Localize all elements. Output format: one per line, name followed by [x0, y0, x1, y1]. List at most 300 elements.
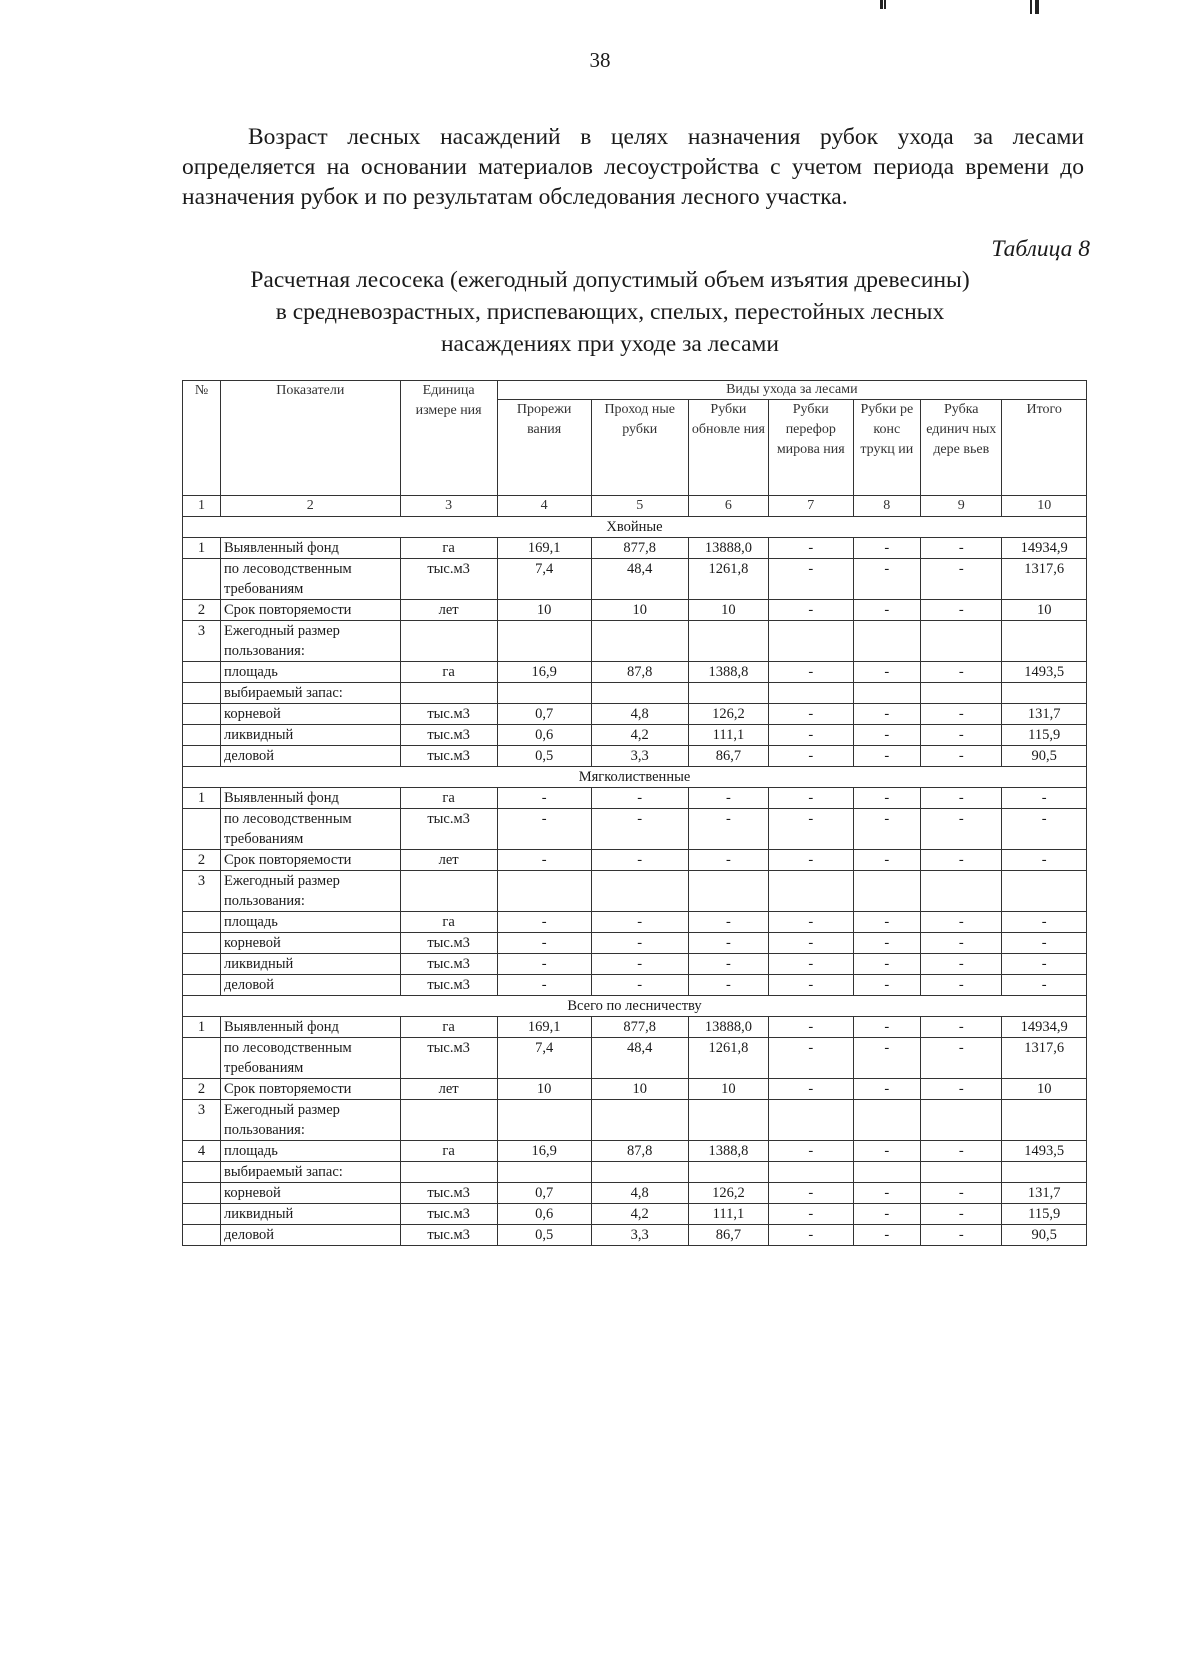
section-title: Мягколиственные — [183, 767, 1087, 788]
header-group: Виды ухода за лесами — [497, 381, 1086, 400]
table-row — [183, 683, 1087, 704]
row-value: 13888,0 — [688, 538, 768, 559]
row-value: - — [769, 1204, 853, 1225]
row-value: 126,2 — [688, 1183, 768, 1204]
row-unit — [400, 683, 497, 704]
row-value: 0,7 — [497, 704, 591, 725]
row-value: - — [921, 559, 1002, 600]
row-value: 1317,6 — [1002, 1038, 1087, 1079]
row-unit: лет — [400, 600, 497, 621]
row-value: 10 — [591, 600, 688, 621]
row-unit: га — [400, 538, 497, 559]
row-value: 10 — [591, 1079, 688, 1100]
row-number — [183, 559, 221, 600]
column-numbers-row — [183, 496, 1087, 517]
row-value — [497, 1162, 591, 1183]
row-value: - — [921, 600, 1002, 621]
row-value: 14934,9 — [1002, 1017, 1087, 1038]
row-indicator: площадь — [221, 1141, 401, 1162]
row-value: - — [921, 850, 1002, 871]
row-indicator: площадь — [221, 912, 401, 933]
row-indicator: Срок повторяемости — [221, 1079, 401, 1100]
row-value — [688, 871, 768, 912]
row-value — [921, 1100, 1002, 1141]
row-indicator: Срок повторяемости — [221, 850, 401, 871]
header-indicator: Показатели — [221, 381, 401, 496]
col-number: 5 — [591, 496, 688, 517]
row-value: - — [921, 662, 1002, 683]
row-value: 0,6 — [497, 1204, 591, 1225]
row-number: 4 — [183, 1141, 221, 1162]
row-unit: тыс.м3 — [400, 725, 497, 746]
row-value — [853, 621, 921, 662]
row-indicator: выбираемый запас: — [221, 683, 401, 704]
row-value — [688, 683, 768, 704]
row-value — [921, 621, 1002, 662]
row-indicator: Ежегодный размер пользования: — [221, 1100, 401, 1141]
row-number — [183, 954, 221, 975]
row-value: - — [497, 954, 591, 975]
row-value: 48,4 — [591, 1038, 688, 1079]
row-number: 3 — [183, 871, 221, 912]
row-indicator: деловой — [221, 975, 401, 996]
row-unit: га — [400, 662, 497, 683]
col-number: 9 — [921, 496, 1002, 517]
row-value: 131,7 — [1002, 1183, 1087, 1204]
row-value: 16,9 — [497, 1141, 591, 1162]
intro-paragraph: Возраст лесных насаждений в целях назначения рубок ухода за лесами определяется на основании материалов лесоустройства с учетом периода времени до назначения рубок и по результатам обследования лесного участка. — [182, 124, 1084, 210]
row-unit: тыс.м3 — [400, 1204, 497, 1225]
row-value: 111,1 — [688, 725, 768, 746]
row-value: - — [688, 954, 768, 975]
row-value: 13888,0 — [688, 1017, 768, 1038]
row-value: 16,9 — [497, 662, 591, 683]
row-unit — [400, 1100, 497, 1141]
row-indicator: деловой — [221, 1225, 401, 1246]
row-value: - — [769, 1017, 853, 1038]
row-indicator: ликвидный — [221, 954, 401, 975]
row-indicator: Ежегодный размер пользования: — [221, 871, 401, 912]
table-row — [183, 912, 1087, 933]
row-value — [591, 871, 688, 912]
row-value: - — [853, 725, 921, 746]
row-value: - — [769, 1183, 853, 1204]
row-value — [591, 1100, 688, 1141]
row-unit: тыс.м3 — [400, 704, 497, 725]
row-value: - — [769, 600, 853, 621]
row-indicator: Выявленный фонд — [221, 1017, 401, 1038]
row-value: - — [853, 933, 921, 954]
row-unit: тыс.м3 — [400, 1183, 497, 1204]
col-number: 2 — [221, 496, 401, 517]
row-value: - — [688, 975, 768, 996]
row-value: - — [591, 954, 688, 975]
table-row — [183, 1141, 1087, 1162]
row-value: - — [591, 809, 688, 850]
row-unit: га — [400, 788, 497, 809]
section-title: Хвойные — [183, 517, 1087, 538]
header-num: № — [183, 381, 221, 496]
row-value — [1002, 1162, 1087, 1183]
row-value: 1388,8 — [688, 662, 768, 683]
row-number — [183, 975, 221, 996]
row-value: - — [497, 933, 591, 954]
row-value: 111,1 — [688, 1204, 768, 1225]
header-col: Прорежи вания — [497, 400, 591, 496]
row-value — [1002, 621, 1087, 662]
row-value: - — [921, 1141, 1002, 1162]
row-value: 4,2 — [591, 1204, 688, 1225]
row-value: 7,4 — [497, 1038, 591, 1079]
row-number: 2 — [183, 850, 221, 871]
row-value: 10 — [497, 1079, 591, 1100]
section-title: Всего по лесничеству — [183, 996, 1087, 1017]
table-row — [183, 538, 1087, 559]
row-value — [591, 621, 688, 662]
table-row — [183, 850, 1087, 871]
row-value — [769, 683, 853, 704]
row-value — [591, 683, 688, 704]
row-value — [688, 621, 768, 662]
row-value: - — [921, 538, 1002, 559]
col-number: 10 — [1002, 496, 1087, 517]
row-unit: га — [400, 1141, 497, 1162]
row-indicator: по лесоводственным требованиям — [221, 1038, 401, 1079]
row-value: 115,9 — [1002, 725, 1087, 746]
row-value: - — [853, 1183, 921, 1204]
row-number — [183, 746, 221, 767]
row-value — [921, 683, 1002, 704]
page-number: 38 — [589, 48, 611, 72]
row-value: - — [853, 662, 921, 683]
row-value — [853, 1100, 921, 1141]
row-value: - — [921, 975, 1002, 996]
table-row — [183, 1225, 1087, 1246]
col-number: 6 — [688, 496, 768, 517]
row-value: - — [853, 704, 921, 725]
row-value: - — [853, 809, 921, 850]
table-row — [183, 725, 1087, 746]
row-value — [769, 1162, 853, 1183]
row-unit: лет — [400, 850, 497, 871]
row-value: - — [921, 1079, 1002, 1100]
row-value — [688, 1162, 768, 1183]
row-number — [183, 725, 221, 746]
row-value: - — [591, 912, 688, 933]
header-col: Рубка единич ных дере вьев — [921, 400, 1002, 496]
row-value: 877,8 — [591, 538, 688, 559]
row-value: 169,1 — [497, 1017, 591, 1038]
row-number — [183, 662, 221, 683]
row-number: 3 — [183, 1100, 221, 1141]
row-value: 1493,5 — [1002, 662, 1087, 683]
row-value: 4,8 — [591, 1183, 688, 1204]
row-value — [1002, 683, 1087, 704]
row-value: - — [1002, 850, 1087, 871]
scan-marks — [880, 0, 1080, 18]
table-row — [183, 1100, 1087, 1141]
row-indicator: Срок повторяемости — [221, 600, 401, 621]
row-value: - — [591, 788, 688, 809]
row-value: 48,4 — [591, 559, 688, 600]
row-value: 7,4 — [497, 559, 591, 600]
row-unit: тыс.м3 — [400, 954, 497, 975]
row-value — [921, 871, 1002, 912]
row-value: - — [853, 912, 921, 933]
row-value: - — [1002, 788, 1087, 809]
row-indicator: Выявленный фонд — [221, 538, 401, 559]
row-value: - — [769, 662, 853, 683]
row-value: - — [921, 1183, 1002, 1204]
row-value — [1002, 1100, 1087, 1141]
row-indicator: корневой — [221, 933, 401, 954]
row-value: - — [769, 538, 853, 559]
row-indicator: выбираемый запас: — [221, 1162, 401, 1183]
row-value: - — [921, 704, 1002, 725]
table-label: Таблица 8 — [991, 236, 1090, 262]
row-value — [688, 1100, 768, 1141]
row-value: 0,7 — [497, 1183, 591, 1204]
row-value: - — [921, 746, 1002, 767]
row-value: 90,5 — [1002, 746, 1087, 767]
row-value: - — [853, 1204, 921, 1225]
row-value: - — [769, 559, 853, 600]
col-number: 7 — [769, 496, 853, 517]
row-value: - — [921, 1225, 1002, 1246]
table-title — [160, 264, 1060, 360]
row-value: - — [921, 954, 1002, 975]
table-row — [183, 559, 1087, 600]
row-value: - — [853, 1225, 921, 1246]
row-value — [853, 1162, 921, 1183]
row-value: 4,2 — [591, 725, 688, 746]
row-value: - — [688, 788, 768, 809]
row-value: - — [769, 975, 853, 996]
row-value: 131,7 — [1002, 704, 1087, 725]
row-value — [497, 1100, 591, 1141]
section-header-row — [183, 996, 1087, 1017]
row-value: 87,8 — [591, 1141, 688, 1162]
row-value: - — [688, 809, 768, 850]
col-number: 1 — [183, 496, 221, 517]
row-value: - — [853, 1141, 921, 1162]
row-value: - — [853, 1017, 921, 1038]
row-value: 3,3 — [591, 1225, 688, 1246]
row-value: 10 — [1002, 600, 1087, 621]
table-title-line: Расчетная лесосека (ежегодный допустимый объем изъятия древесины) — [250, 267, 970, 293]
row-number — [183, 933, 221, 954]
row-number: 1 — [183, 538, 221, 559]
table-row — [183, 809, 1087, 850]
row-value: - — [769, 912, 853, 933]
row-value: - — [1002, 912, 1087, 933]
header-unit: Единица измере ния — [400, 381, 497, 496]
row-value: - — [591, 933, 688, 954]
row-value: - — [1002, 975, 1087, 996]
row-number — [183, 1204, 221, 1225]
row-indicator: ликвидный — [221, 1204, 401, 1225]
row-unit — [400, 871, 497, 912]
row-value: - — [853, 746, 921, 767]
row-value: - — [497, 809, 591, 850]
row-value: - — [853, 850, 921, 871]
row-unit: лет — [400, 1079, 497, 1100]
row-value: - — [769, 933, 853, 954]
row-unit: тыс.м3 — [400, 809, 497, 850]
row-value — [853, 683, 921, 704]
table-row — [183, 600, 1087, 621]
row-value: 0,6 — [497, 725, 591, 746]
row-value: 877,8 — [591, 1017, 688, 1038]
row-indicator: площадь — [221, 662, 401, 683]
header-col: Рубки обновле ния — [688, 400, 768, 496]
row-value: - — [921, 788, 1002, 809]
row-value: - — [769, 850, 853, 871]
table-row — [183, 662, 1087, 683]
row-value: 90,5 — [1002, 1225, 1087, 1246]
row-value: 4,8 — [591, 704, 688, 725]
row-value: - — [769, 809, 853, 850]
table-row — [183, 871, 1087, 912]
header-col: Итого — [1002, 400, 1087, 496]
row-value: - — [688, 912, 768, 933]
row-value: - — [769, 1225, 853, 1246]
row-value: - — [1002, 933, 1087, 954]
row-value: - — [769, 704, 853, 725]
row-value: - — [853, 559, 921, 600]
section-header-row — [183, 517, 1087, 538]
row-value: - — [769, 1141, 853, 1162]
table-row — [183, 621, 1087, 662]
table-row — [183, 1079, 1087, 1100]
row-unit — [400, 621, 497, 662]
row-value: - — [688, 850, 768, 871]
row-unit: тыс.м3 — [400, 559, 497, 600]
row-indicator: Выявленный фонд — [221, 788, 401, 809]
row-value — [497, 871, 591, 912]
row-value: - — [497, 912, 591, 933]
row-value: - — [853, 788, 921, 809]
row-value: - — [769, 788, 853, 809]
table-row — [183, 1204, 1087, 1225]
row-value: - — [921, 1204, 1002, 1225]
row-value — [497, 683, 591, 704]
row-value: - — [769, 746, 853, 767]
row-value: - — [769, 1079, 853, 1100]
row-number: 3 — [183, 621, 221, 662]
row-indicator: деловой — [221, 746, 401, 767]
row-value — [591, 1162, 688, 1183]
row-value: 86,7 — [688, 746, 768, 767]
row-value: - — [853, 1079, 921, 1100]
col-number: 8 — [853, 496, 921, 517]
row-value: - — [769, 1038, 853, 1079]
row-value: - — [853, 954, 921, 975]
row-value: - — [1002, 809, 1087, 850]
row-number — [183, 912, 221, 933]
row-value: 1261,8 — [688, 1038, 768, 1079]
row-value — [1002, 871, 1087, 912]
table-row — [183, 1038, 1087, 1079]
header-col: Рубки ре конс трукц ии — [853, 400, 921, 496]
header-col: Рубки перефор мирова ния — [769, 400, 853, 496]
row-unit: тыс.м3 — [400, 933, 497, 954]
row-value: 3,3 — [591, 746, 688, 767]
row-number — [183, 1162, 221, 1183]
row-number: 1 — [183, 1017, 221, 1038]
row-value: 0,5 — [497, 746, 591, 767]
col-number: 4 — [497, 496, 591, 517]
row-value: - — [591, 975, 688, 996]
row-value: 115,9 — [1002, 1204, 1087, 1225]
row-unit: тыс.м3 — [400, 1038, 497, 1079]
row-value: - — [1002, 954, 1087, 975]
row-value: 87,8 — [591, 662, 688, 683]
row-value — [921, 1162, 1002, 1183]
row-indicator: корневой — [221, 1183, 401, 1204]
row-value: 169,1 — [497, 538, 591, 559]
table-row — [183, 704, 1087, 725]
row-value: - — [853, 538, 921, 559]
row-value: 126,2 — [688, 704, 768, 725]
row-unit: га — [400, 1017, 497, 1038]
row-number: 1 — [183, 788, 221, 809]
row-value: 1261,8 — [688, 559, 768, 600]
row-number — [183, 809, 221, 850]
row-value: - — [497, 850, 591, 871]
row-value: 14934,9 — [1002, 538, 1087, 559]
row-value: - — [769, 725, 853, 746]
header-col: Проход ные рубки — [591, 400, 688, 496]
row-value: - — [688, 933, 768, 954]
row-value: - — [921, 1017, 1002, 1038]
row-value — [769, 1100, 853, 1141]
table-row — [183, 1162, 1087, 1183]
row-indicator: по лесоводственным требованиям — [221, 809, 401, 850]
row-unit: тыс.м3 — [400, 975, 497, 996]
row-value — [497, 621, 591, 662]
row-value: 0,5 — [497, 1225, 591, 1246]
table-row — [183, 954, 1087, 975]
row-value: - — [921, 725, 1002, 746]
row-value: - — [853, 1038, 921, 1079]
row-indicator: корневой — [221, 704, 401, 725]
row-value: 1317,6 — [1002, 559, 1087, 600]
row-number: 2 — [183, 1079, 221, 1100]
row-value — [853, 871, 921, 912]
row-value — [769, 871, 853, 912]
row-value: - — [921, 933, 1002, 954]
row-indicator: по лесоводственным требованиям — [221, 559, 401, 600]
table-row — [183, 1183, 1087, 1204]
row-value: 1493,5 — [1002, 1141, 1087, 1162]
row-value: - — [853, 975, 921, 996]
row-value: - — [921, 1038, 1002, 1079]
row-number — [183, 683, 221, 704]
col-number: 3 — [400, 496, 497, 517]
row-indicator: Ежегодный размер пользования: — [221, 621, 401, 662]
row-indicator: ликвидный — [221, 725, 401, 746]
row-unit: га — [400, 912, 497, 933]
table-row — [183, 933, 1087, 954]
row-value: - — [497, 788, 591, 809]
row-value: - — [921, 912, 1002, 933]
row-value: 86,7 — [688, 1225, 768, 1246]
row-value: 10 — [497, 600, 591, 621]
row-unit — [400, 1162, 497, 1183]
row-number — [183, 704, 221, 725]
row-number — [183, 1183, 221, 1204]
